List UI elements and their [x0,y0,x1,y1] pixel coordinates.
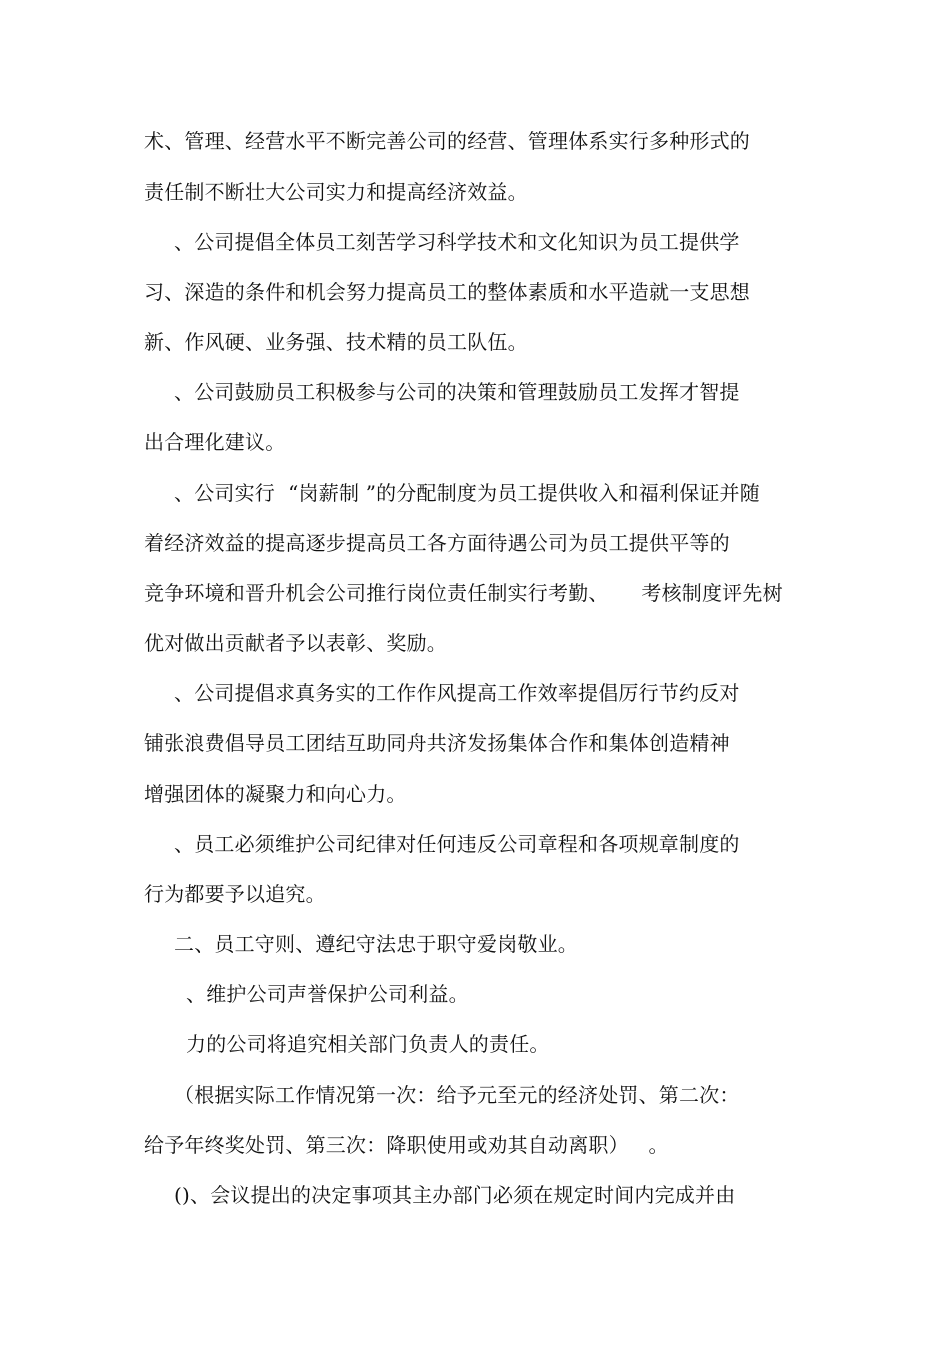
section-heading: 二、员工守则、遵纪守法忠于职守爱岗敬业。 [174,932,578,956]
text-line-8: 、公司实行 “岗薪制 ”的分配制度为员工提供收入和福利保证并随 [174,481,760,505]
text-line-9: 着经济效益的提高逐步提高员工各方面待遇公司为员工提供平等的 [144,531,730,555]
text-line-22: ()、会议提出的决定事项其主办部门必须在规定时间内完成并由 [174,1183,736,1207]
text-line-12: 、公司提倡求真务实的工作作风提高工作效率提倡厉行节约反对 [174,681,740,705]
text-line-21: 给予年终奖处罚、第三次：降职使用或劝其自动离职） 。 [144,1133,669,1157]
text-line-15: 、员工必须维护公司纪律对任何违反公司章程和各项规章制度的 [174,832,740,856]
text-line-19: 力的公司将追究相关部门负责人的责任。 [186,1032,550,1056]
text-line-4: 习、深造的条件和机会努力提高员工的整体素质和水平造就一支思想 [144,280,750,304]
text-line-5: 新、作风硬、业务强、技术精的员工队伍。 [144,330,528,354]
text-line-6: 、公司鼓励员工积极参与公司的决策和管理鼓励员工发挥才智提 [174,380,740,404]
text-line-10: 竞争环境和晋升机会公司推行岗位责任制实行考勤、 考核制度评先树 [144,581,783,605]
text-line-14: 增强团体的凝聚力和向心力。 [144,782,407,806]
text-line-2: 责任制不断壮大公司实力和提高经济效益。 [144,180,528,204]
text-line-13: 铺张浪费倡导员工团结互助同舟共济发扬集体合作和集体创造精神 [144,731,730,755]
text-line-1: 术、管理、经营水平不断完善公司的经营、管理体系实行多种形式的 [144,129,750,153]
text-line-16: 行为都要予以追究。 [144,882,326,906]
text-line-7: 出合理化建议。 [144,430,286,454]
text-line-20: （根据实际工作情况第一次：给予元至元的经济处罚、第二次： [174,1083,740,1107]
text-line-3: 、公司提倡全体员工刻苦学习科学技术和文化知识为员工提供学 [174,230,740,254]
text-line-11: 优对做出贡献者予以表彰、奖励。 [144,631,447,655]
text-line-18: 、维护公司声誉保护公司利益。 [186,982,469,1006]
